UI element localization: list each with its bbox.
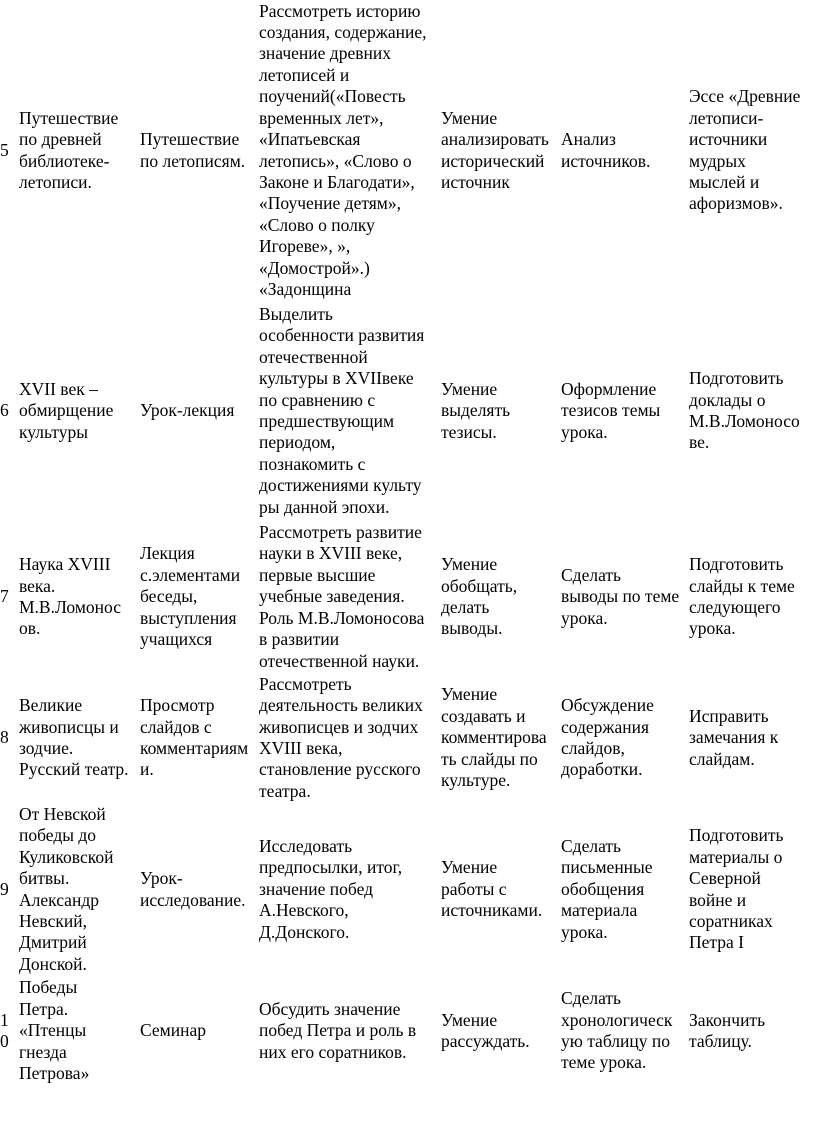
homework-cell: Исправить замечания к слайдам. — [689, 705, 779, 769]
lesson-number-cell: 7 — [0, 586, 9, 607]
lesson-form-cell: Урок-лекция — [140, 400, 235, 421]
lesson-number-cell: 1 0 — [0, 1009, 9, 1051]
activity-cell: Оформление тезисов темы урока. — [561, 378, 661, 442]
topic-cell: XVII век – обмирщение культуры — [19, 378, 114, 442]
content-cell: Рассмотреть историю создания, содержание, значение древних летописей и поучений(«Повесть временных лет», «Ипатьевская летопись», «Слово о Законе и Благодати», «Поучение детям», «Слово о полку Игореве», », «Домострой».) «Задонщина — [259, 0, 427, 299]
skill-cell: Умение создавать и комментирова ть слайды по культуре. — [441, 684, 547, 791]
topic-cell: Великие живописцы и зодчие. Русский театр. — [19, 695, 129, 780]
content-cell: Выделить особенности развития отечественной культуры в XVIIвеке по сравнению с предшествующим периодом, познакомить с достижениями культу ры данной эпохи. — [259, 303, 425, 517]
table-row — [0, 673, 816, 803]
lesson-number-cell: 5 — [0, 139, 9, 160]
lesson-form-cell: Просмотр слайдов с комментариям и. — [140, 695, 249, 780]
content-cell: Рассмотреть деятельность великих живописцев и зодчих XVIII века, становление русского театра. — [259, 673, 423, 801]
homework-cell: Эссе «Древние летописи- источники мудрых мыслей и афоризмов». — [689, 86, 801, 214]
activity-cell: Обсуждение содержания слайдов, доработки. — [561, 695, 654, 780]
skill-cell: Умение обобщать, делать выводы. — [441, 554, 518, 639]
skill-cell: Умение работы с источниками. — [441, 857, 543, 921]
topic-cell: Путешествие по древней библиотеке- летописи. — [19, 107, 119, 192]
homework-cell: Подготовить слайды к теме следующего урока. — [689, 554, 795, 639]
activity-cell: Анализ источников. — [561, 129, 651, 171]
content-cell: Исследовать предпосылки, итог, значение побед А.Невского, Д.Донского. — [259, 835, 403, 942]
skill-cell: Умение анализировать исторический источник — [441, 107, 549, 192]
homework-cell: Подготовить доклады о М.В.Ломоносо ве. — [689, 368, 800, 453]
activity-cell: Сделать выводы по теме урока. — [561, 564, 680, 628]
table-row — [0, 0, 816, 301]
table-row — [0, 976, 816, 1086]
skill-cell: Умение выделять тезисы. — [441, 378, 511, 442]
lesson-form-cell: Семинар — [140, 1020, 206, 1041]
lesson-form-cell: Урок- исследование. — [140, 868, 246, 910]
activity-cell: Сделать хронологическ ую таблицу по теме урока. — [561, 988, 673, 1073]
skill-cell: Умение рассуждать. — [441, 1009, 530, 1051]
table-row — [0, 803, 816, 976]
topic-cell: Победы Петра. «Птенцы гнезда Петрова» — [19, 977, 90, 1084]
content-cell: Рассмотреть развитие науки в XVIII веке, первые высшие учебные заведения. Роль М.В.Ломоносова в развитии отечественной науки. — [259, 522, 425, 671]
homework-cell: Закончить таблицу. — [689, 1009, 766, 1051]
table-row — [0, 521, 816, 673]
activity-cell: Сделать письменные обобщения материала урока. — [561, 835, 653, 942]
lesson-form-cell: Лекция с.элементами беседы, выступления учащихся — [140, 543, 241, 650]
homework-cell: Подготовить материалы о Северной войне и соратниках Петра I — [689, 825, 784, 953]
lesson-form-cell: Путешествие по летописям. — [140, 129, 246, 171]
lesson-number-cell: 9 — [0, 878, 9, 899]
lesson-number-cell: 6 — [0, 400, 9, 421]
lesson-number-cell: 8 — [0, 727, 9, 748]
topic-cell: Наука XVIII века. М.В.Ломонос ов. — [19, 554, 121, 639]
table-row — [0, 301, 816, 521]
topic-cell: От Невской победы до Куликовской битвы. Александр Невский, Дмитрий Донской. — [19, 803, 114, 974]
content-cell: Обсудить значение побед Петра и роль в них его соратников. — [259, 998, 417, 1062]
